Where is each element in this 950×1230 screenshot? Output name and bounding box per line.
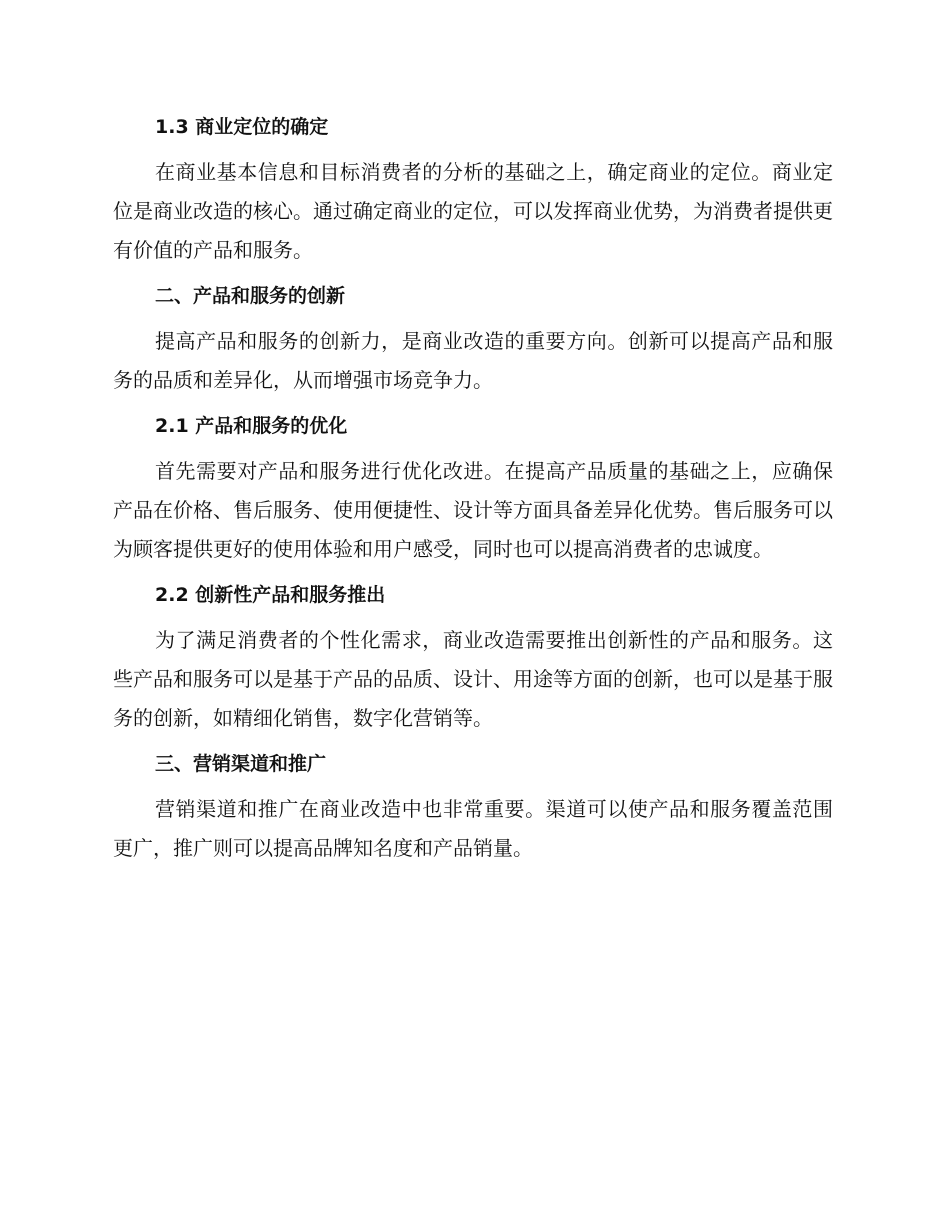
paragraph-optimization: 首先需要对产品和服务进行优化改进。在提高产品质量的基础之上，应确保产品在价格、售后服务、使用便捷性、设计等方面具备差异化优势。售后服务可以为顾客提供更好的使用体验和用户感受，同时也可以提高消费者的忠诚度。 [113, 459, 833, 561]
paragraph-positioning: 在商业基本信息和目标消费者的分析的基础之上，确定商业的定位。商业定位是商业改造的核心。通过确定商业的定位，可以发挥商业优势，为消费者提供更有价值的产品和服务。 [113, 160, 833, 262]
paragraph-new-products: 为了满足消费者的个性化需求，商业改造需要推出创新性的产品和服务。这些产品和服务可以是基于产品的品质、设计、用途等方面的创新，也可以是基于服务的创新，如精细化销售，数字化营销等。 [113, 628, 833, 730]
paragraph-marketing: 营销渠道和推广在商业改造中也非常重要。渠道可以使产品和服务覆盖范围更广，推广则可以提高品牌知名度和产品销量。 [113, 797, 833, 860]
section-heading-2: 二、产品和服务的创新 [155, 285, 346, 307]
section-heading-3: 三、营销渠道和推广 [155, 753, 327, 775]
document-body [113, 108, 833, 868]
section-heading-1-3: 1.3 商业定位的确定 [155, 116, 329, 138]
section-heading-2-2: 2.2 创新性产品和服务推出 [155, 584, 386, 606]
section-heading-2-1: 2.1 产品和服务的优化 [155, 415, 348, 437]
paragraph-innovation: 提高产品和服务的创新力，是商业改造的重要方向。创新可以提高产品和服务的品质和差异化，从而增强市场竞争力。 [113, 329, 833, 392]
